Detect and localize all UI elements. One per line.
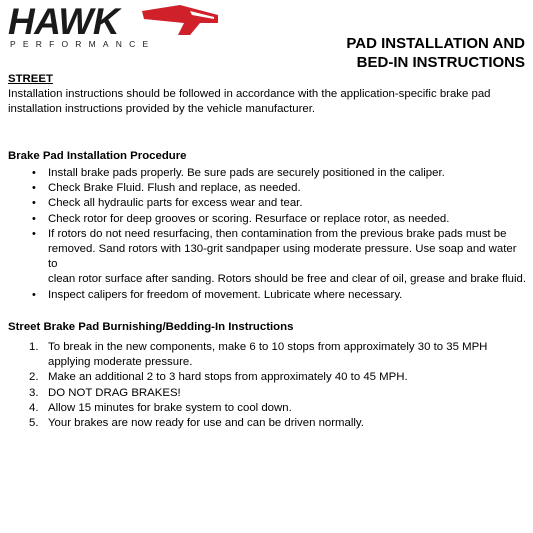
procedure-item-line: Inspect calipers for freedom of movement. Lubricate where necessary. xyxy=(48,288,403,301)
procedure-list-item xyxy=(8,227,528,288)
procedure-item-line: clean rotor surface after sanding. Rotors should be free and clear of oil, grease and brake fluid. xyxy=(48,273,527,286)
procedure-item-line: Check Brake Fluid. Flush and replace, as needed. xyxy=(48,182,301,195)
procedure-item-line: Check all hydraulic parts for excess wear and tear. xyxy=(48,197,303,210)
step-number: 1. xyxy=(29,341,39,353)
bedding-item-line: Make an additional 2 to 3 hard stops from approximately 40 to 45 MPH. xyxy=(48,371,408,384)
step-number: 2. xyxy=(29,371,39,384)
title-line-2: BED-IN INSTRUCTIONS xyxy=(356,54,525,71)
bedding-list-item xyxy=(8,370,528,385)
bedding-item-line: To break in the new components, make 6 to 10 stops from approximately 30 to 35 MPH xyxy=(48,341,488,353)
procedure-list-item xyxy=(8,181,528,196)
title-line-1: PAD INSTALLATION AND xyxy=(346,35,525,52)
procedure-heading: Brake Pad Installation Procedure xyxy=(8,150,187,162)
procedure-item-line: Install brake pads properly. Be sure pads are securely positioned in the caliper. xyxy=(48,167,445,179)
street-paragraph-line-2: installation instructions provided by the vehicle manufacturer. xyxy=(8,103,316,115)
hawk-performance-logo xyxy=(8,3,218,49)
procedure-list xyxy=(8,166,528,303)
bedding-list-item xyxy=(8,401,528,416)
bedding-list-item xyxy=(8,340,528,370)
logo-wordmark: HAWK xyxy=(8,1,120,42)
bullet-icon: • xyxy=(32,167,36,179)
bullet-icon: • xyxy=(32,288,36,301)
procedure-list-item xyxy=(8,212,528,227)
bullet-icon: • xyxy=(32,212,36,225)
bullet-icon: • xyxy=(32,182,36,195)
procedure-item-line: removed. Sand rotors with 130-grit sandpaper using moderate pressure. Use soap and water to xyxy=(48,243,517,271)
street-paragraph-line-1: Installation instructions should be followed in accordance with the application-specific brake pad xyxy=(8,88,491,100)
hawk-wing-icon xyxy=(140,5,220,39)
bullet-icon: • xyxy=(32,197,36,210)
procedure-list-item xyxy=(8,166,528,181)
page-title xyxy=(265,34,525,72)
bedding-list-item xyxy=(8,386,528,401)
bedding-item-line: applying moderate pressure. xyxy=(48,356,193,369)
bedding-item-line: Allow 15 minutes for brake system to cool down. xyxy=(48,401,292,414)
bedding-heading: Street Brake Pad Burnishing/Bedding-In Instructions xyxy=(8,321,294,333)
step-number: 3. xyxy=(29,386,39,399)
procedure-item-line: If rotors do not need resurfacing, then contamination from the previous brake pads must be xyxy=(48,227,507,240)
step-number: 4. xyxy=(29,401,39,414)
logo-subtitle: PERFORMANCE xyxy=(10,39,156,49)
procedure-list-item xyxy=(8,196,528,211)
bedding-list xyxy=(8,340,528,431)
bullet-icon: • xyxy=(32,227,36,240)
step-number: 5. xyxy=(29,417,39,430)
street-heading: STREET xyxy=(8,73,53,85)
procedure-list-item xyxy=(8,288,528,303)
bedding-item-line: Your brakes are now ready for use and can be driven normally. xyxy=(48,417,364,430)
procedure-item-line: Check rotor for deep grooves or scoring. Resurface or replace rotor, as needed. xyxy=(48,212,450,225)
bedding-item-line: DO NOT DRAG BRAKES! xyxy=(48,386,181,399)
bedding-list-item xyxy=(8,416,528,431)
